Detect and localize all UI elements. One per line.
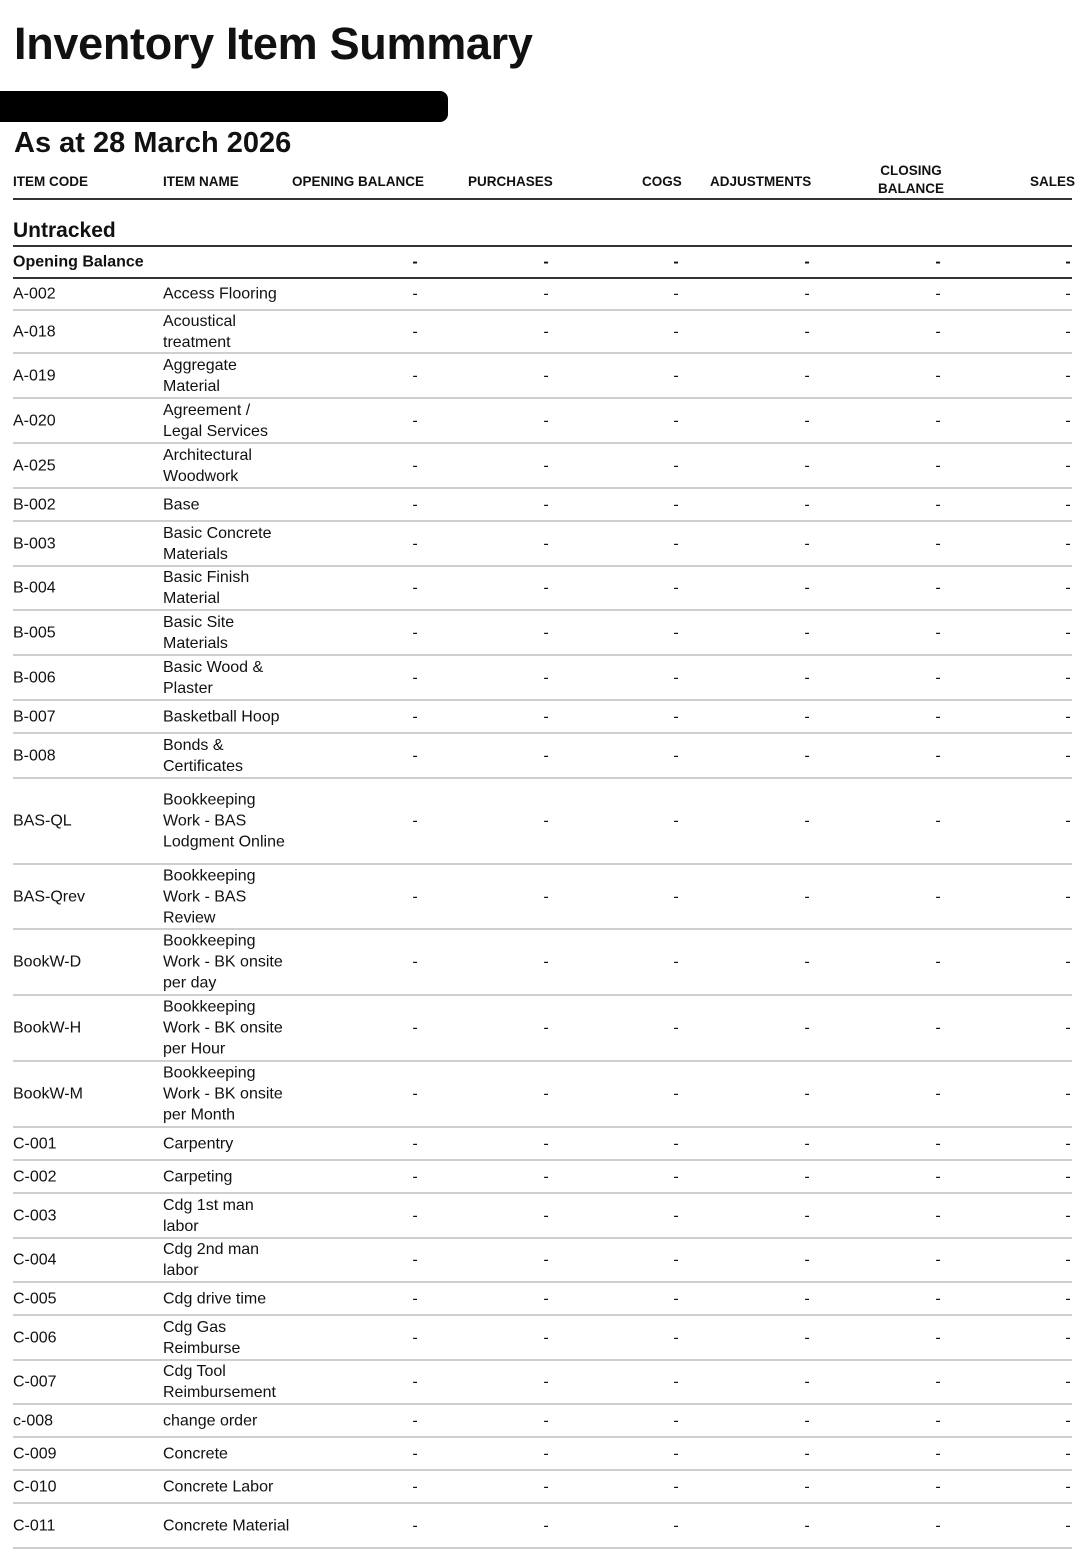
item-code: B-005: [13, 624, 56, 641]
table-row: [13, 656, 1072, 701]
table-row: [13, 1316, 1072, 1361]
section-title: Untracked: [13, 219, 116, 242]
adjustments-value: -: [804, 624, 810, 641]
purchases-value: -: [543, 323, 549, 340]
closing-balance-value: -: [935, 1412, 941, 1429]
adjustments-value: -: [804, 1168, 810, 1185]
purchases-value: -: [543, 812, 549, 830]
closing-balance-value: -: [935, 669, 941, 686]
item-code: B-006: [13, 669, 56, 686]
closing-balance-value: -: [935, 496, 941, 513]
sales-value: -: [1065, 1207, 1071, 1224]
col-cogs: COGS: [642, 174, 682, 189]
table-row: [13, 1161, 1072, 1194]
adjustments-value: -: [804, 1445, 810, 1462]
item-code: C-002: [13, 1168, 57, 1185]
table-row: [13, 779, 1072, 865]
closing-balance-value: -: [935, 412, 941, 429]
opening-balance-value: -: [412, 253, 418, 271]
cogs-value: -: [673, 1251, 679, 1269]
sales-value: -: [1065, 1251, 1071, 1269]
purchases-value: -: [543, 535, 549, 552]
col-purchases: PURCHASES: [468, 174, 553, 189]
opening-balance-value: -: [412, 1412, 418, 1429]
sales-value: -: [1065, 1445, 1071, 1462]
purchases-value: -: [543, 1445, 549, 1462]
table-row: [13, 279, 1072, 311]
cogs-value: -: [673, 1168, 679, 1185]
item-name: Acoustical treatment: [163, 312, 236, 351]
item-name: Basketball Hoop: [163, 708, 280, 725]
table-row: [13, 930, 1072, 996]
cogs-value: -: [673, 708, 679, 725]
closing-balance-value: -: [935, 579, 941, 597]
closing-balance-value: -: [935, 1251, 941, 1269]
opening-balance-value: -: [412, 1478, 418, 1495]
sales-value: -: [1065, 624, 1071, 641]
item-name: Concrete: [163, 1445, 228, 1462]
table-row: [13, 1504, 1072, 1549]
item-code: A-018: [13, 323, 56, 340]
item-name: Aggregate Material: [163, 356, 237, 395]
col-item-name: ITEM NAME: [163, 174, 239, 189]
table-row: [13, 1471, 1072, 1504]
cogs-value: -: [673, 888, 679, 905]
opening-balance-value: -: [412, 1251, 418, 1269]
opening-balance-value: -: [412, 457, 418, 474]
closing-balance-value: -: [935, 812, 941, 830]
cogs-value: -: [673, 1019, 679, 1037]
closing-balance-value: -: [935, 747, 941, 764]
table-row: [13, 1239, 1072, 1283]
table-header: [13, 161, 1076, 200]
item-code: A-019: [13, 367, 56, 384]
adjustments-value: -: [804, 888, 810, 905]
adjustments-value: -: [804, 708, 810, 725]
sales-value: -: [1065, 535, 1071, 552]
adjustments-value: -: [804, 669, 810, 686]
col-sales: SALES: [1030, 174, 1076, 189]
purchases-value: -: [543, 1373, 549, 1391]
opening-balance-value: -: [412, 1373, 418, 1391]
cogs-value: -: [673, 1329, 679, 1346]
purchases-value: -: [543, 496, 549, 513]
adjustments-value: -: [804, 496, 810, 513]
cogs-value: -: [673, 1290, 679, 1307]
sales-value: -: [1065, 747, 1071, 764]
purchases-value: -: [543, 708, 549, 725]
table-row: [13, 1062, 1072, 1128]
item-rows: [13, 279, 1072, 1549]
adjustments-value: -: [804, 535, 810, 552]
opening-balance-value: -: [412, 1135, 418, 1152]
opening-purchases-value: -: [543, 253, 549, 271]
item-code: B-003: [13, 535, 56, 552]
opening-balance-value: -: [412, 367, 418, 384]
table-row: [13, 1194, 1072, 1239]
purchases-value: -: [543, 579, 549, 597]
adjustments-value: -: [804, 457, 810, 474]
purchases-value: -: [543, 1085, 549, 1103]
cogs-value: -: [673, 367, 679, 384]
cogs-value: -: [673, 412, 679, 429]
item-code: BookW-D: [13, 953, 82, 971]
closing-balance-value: -: [935, 535, 941, 552]
adjustments-value: -: [804, 1019, 810, 1037]
adjustments-value: -: [804, 812, 810, 830]
cogs-value: -: [673, 1207, 679, 1224]
item-code: B-004: [13, 579, 56, 597]
sales-value: -: [1065, 1019, 1071, 1037]
item-name: Basic Finish Material: [163, 569, 250, 607]
item-code: B-007: [13, 708, 56, 725]
purchases-value: -: [543, 1019, 549, 1037]
item-code: C-011: [13, 1517, 56, 1534]
purchases-value: -: [543, 457, 549, 474]
item-code: BookW-H: [13, 1019, 82, 1037]
closing-balance-value: -: [935, 1085, 941, 1103]
adjustments-value: -: [804, 285, 810, 303]
cogs-value: -: [673, 624, 679, 641]
table-row: [13, 354, 1072, 399]
cogs-value: -: [673, 285, 679, 303]
redacted-entity-name: [0, 91, 448, 122]
adjustments-value: -: [804, 1373, 810, 1391]
col-item-code: ITEM CODE: [13, 174, 89, 189]
table-row: [13, 444, 1072, 489]
adjustments-value: -: [804, 1412, 810, 1429]
closing-balance-value: -: [935, 888, 941, 905]
opening-balance-value: -: [412, 496, 418, 513]
item-name: Cdg Gas Reimburse: [163, 1318, 241, 1357]
sales-value: -: [1065, 496, 1071, 513]
item-name: Agreement / Legal Services: [163, 401, 268, 440]
opening-cogs-value: -: [673, 253, 679, 271]
sales-value: -: [1065, 1329, 1071, 1346]
opening-balance-value: -: [412, 1019, 418, 1037]
item-code: C-003: [13, 1207, 57, 1224]
cogs-value: -: [673, 1445, 679, 1462]
opening-balance-row: [13, 247, 1072, 279]
item-name: Cdg 1st man labor: [163, 1196, 254, 1235]
sales-value: -: [1065, 1412, 1071, 1429]
cogs-value: -: [673, 953, 679, 971]
section-header: [13, 200, 1072, 247]
item-name: Bonds & Certificates: [163, 736, 244, 775]
opening-balance-value: -: [412, 1168, 418, 1185]
opening-balance-value: -: [412, 747, 418, 764]
closing-balance-value: -: [935, 1517, 941, 1534]
purchases-value: -: [543, 367, 549, 384]
item-name: Cdg 2nd man labor: [163, 1241, 260, 1279]
purchases-value: -: [543, 285, 549, 303]
opening-balance-value: -: [412, 1207, 418, 1224]
opening-balance-label: Opening Balance: [13, 253, 144, 271]
item-name: Basic Site Materials: [163, 613, 235, 652]
table-row: [13, 311, 1072, 354]
cogs-value: -: [673, 457, 679, 474]
table-row: [13, 865, 1072, 930]
sales-value: -: [1065, 412, 1071, 429]
opening-balance-value: -: [412, 1085, 418, 1103]
item-name: Concrete Material: [163, 1517, 290, 1534]
table-row: [13, 1128, 1072, 1161]
item-name: change order: [163, 1412, 258, 1429]
item-code: C-010: [13, 1478, 57, 1495]
item-code: A-002: [13, 285, 56, 303]
adjustments-value: -: [804, 1135, 810, 1152]
opening-balance-value: -: [412, 888, 418, 905]
table-row: [13, 996, 1072, 1062]
report-date: As at 28 March 2026: [14, 127, 292, 159]
closing-balance-value: -: [935, 1329, 941, 1346]
purchases-value: -: [543, 1517, 549, 1534]
adjustments-value: -: [804, 1517, 810, 1534]
purchases-value: -: [543, 1251, 549, 1269]
adjustments-value: -: [804, 412, 810, 429]
cogs-value: -: [673, 1412, 679, 1429]
table-row: [13, 701, 1072, 734]
sales-value: -: [1065, 708, 1071, 725]
item-code: BAS-Qrev: [13, 888, 86, 905]
report-title: Inventory Item Summary: [14, 18, 533, 69]
opening-balance-value: -: [412, 412, 418, 429]
purchases-value: -: [543, 953, 549, 971]
inventory-table: [13, 161, 1076, 1549]
purchases-value: -: [543, 1290, 549, 1307]
purchases-value: -: [543, 1329, 549, 1346]
cogs-value: -: [673, 1373, 679, 1391]
opening-adjustments-value: -: [804, 253, 810, 271]
opening-balance-value: -: [412, 708, 418, 725]
opening-balance-value: -: [412, 669, 418, 686]
table-row: [13, 1283, 1072, 1316]
table-row: [13, 522, 1072, 567]
adjustments-value: -: [804, 953, 810, 971]
adjustments-value: -: [804, 1251, 810, 1269]
table-row: [13, 1361, 1072, 1405]
opening-balance-value: -: [412, 1329, 418, 1346]
closing-balance-value: -: [935, 1168, 941, 1185]
item-name: Carpentry: [163, 1135, 234, 1152]
closing-balance-value: -: [935, 953, 941, 971]
opening-balance-value: -: [412, 535, 418, 552]
cogs-value: -: [673, 1085, 679, 1103]
table-row: [13, 1438, 1072, 1471]
purchases-value: -: [543, 669, 549, 686]
opening-balance-value: -: [412, 624, 418, 641]
item-code: C-005: [13, 1290, 57, 1307]
table-row: [13, 611, 1072, 656]
item-code: C-001: [13, 1135, 57, 1152]
item-code: C-004: [13, 1251, 57, 1269]
item-code: C-009: [13, 1445, 57, 1462]
closing-balance-value: -: [935, 1135, 941, 1152]
sales-value: -: [1065, 367, 1071, 384]
closing-balance-value: -: [935, 1478, 941, 1495]
item-name: Cdg Tool Reimbursement: [163, 1363, 276, 1401]
cogs-value: -: [673, 1135, 679, 1152]
col-closing-balance: CLOSING BALANCE: [878, 163, 944, 196]
sales-value: -: [1065, 812, 1071, 830]
closing-balance-value: -: [935, 624, 941, 641]
closing-balance-value: -: [935, 285, 941, 303]
adjustments-value: -: [804, 323, 810, 340]
cogs-value: -: [673, 747, 679, 764]
opening-balance-value: -: [412, 579, 418, 597]
item-code: A-025: [13, 457, 56, 474]
opening-balance-value: -: [412, 1445, 418, 1462]
sales-value: -: [1065, 1085, 1071, 1103]
closing-balance-value: -: [935, 367, 941, 384]
purchases-value: -: [543, 1412, 549, 1429]
item-name: Bookkeeping Work - BK onsite per Hour: [163, 998, 283, 1058]
item-name: Basic Concrete Materials: [163, 524, 272, 563]
item-code: C-006: [13, 1329, 57, 1346]
table-row: [13, 399, 1072, 444]
closing-balance-value: -: [935, 1207, 941, 1224]
opening-balance-value: -: [412, 285, 418, 303]
opening-balance-value: -: [412, 812, 418, 830]
opening-balance-value: -: [412, 323, 418, 340]
item-code: C-007: [13, 1373, 57, 1391]
table-row: [13, 734, 1072, 779]
adjustments-value: -: [804, 1207, 810, 1224]
cogs-value: -: [673, 535, 679, 552]
item-name: Bookkeeping Work - BK onsite per Month: [163, 1064, 283, 1124]
sales-value: -: [1065, 579, 1071, 597]
item-code: BAS-QL: [13, 812, 72, 830]
sales-value: -: [1065, 1168, 1071, 1185]
purchases-value: -: [543, 1207, 549, 1224]
table-row: [13, 1405, 1072, 1438]
closing-balance-value: -: [935, 1290, 941, 1307]
item-name: Bookkeeping Work - BK onsite per day: [163, 932, 283, 992]
closing-balance-value: -: [935, 323, 941, 340]
item-name: Access Flooring: [163, 285, 277, 303]
item-name: Architectural Woodwork: [163, 446, 252, 485]
item-code: B-008: [13, 747, 56, 764]
adjustments-value: -: [804, 367, 810, 384]
item-name: Carpeting: [163, 1168, 233, 1185]
closing-balance-value: -: [935, 457, 941, 474]
col-opening-balance: OPENING BALANCE: [292, 174, 425, 189]
cogs-value: -: [673, 496, 679, 513]
purchases-value: -: [543, 412, 549, 429]
item-name: Base: [163, 496, 200, 513]
purchases-value: -: [543, 888, 549, 905]
adjustments-value: -: [804, 579, 810, 597]
table-row: [13, 489, 1072, 522]
item-code: A-020: [13, 412, 56, 429]
cogs-value: -: [673, 1517, 679, 1534]
col-adjustments: ADJUSTMENTS: [710, 174, 812, 189]
opening-sales-value: -: [1065, 253, 1071, 271]
sales-value: -: [1065, 669, 1071, 686]
sales-value: -: [1065, 1373, 1071, 1391]
purchases-value: -: [543, 747, 549, 764]
closing-balance-value: -: [935, 708, 941, 725]
sales-value: -: [1065, 1135, 1071, 1152]
closing-balance-value: -: [935, 1445, 941, 1462]
adjustments-value: -: [804, 1085, 810, 1103]
cogs-value: -: [673, 579, 679, 597]
closing-balance-value: -: [935, 1019, 941, 1037]
sales-value: -: [1065, 1290, 1071, 1307]
adjustments-value: -: [804, 1290, 810, 1307]
item-code: BookW-M: [13, 1085, 83, 1103]
item-name: Concrete Labor: [163, 1478, 274, 1495]
item-code: c-008: [13, 1412, 54, 1429]
purchases-value: -: [543, 1478, 549, 1495]
table-row: [13, 567, 1072, 611]
sales-value: -: [1065, 285, 1071, 303]
adjustments-value: -: [804, 747, 810, 764]
closing-balance-value: -: [935, 1373, 941, 1391]
purchases-value: -: [543, 1168, 549, 1185]
sales-value: -: [1065, 1517, 1071, 1534]
item-code: B-002: [13, 496, 56, 513]
adjustments-value: -: [804, 1329, 810, 1346]
sales-value: -: [1065, 323, 1071, 340]
cogs-value: -: [673, 323, 679, 340]
opening-closing-value: -: [935, 253, 941, 271]
cogs-value: -: [673, 1478, 679, 1495]
sales-value: -: [1065, 888, 1071, 905]
purchases-value: -: [543, 624, 549, 641]
item-name: Bookkeeping Work - BAS Lodgment Online: [163, 791, 285, 851]
opening-balance-value: -: [412, 1290, 418, 1307]
sales-value: -: [1065, 457, 1071, 474]
item-name: Basic Wood & Plaster: [163, 658, 264, 697]
cogs-value: -: [673, 669, 679, 686]
opening-balance-value: -: [412, 953, 418, 971]
opening-balance-value: -: [412, 1517, 418, 1534]
purchases-value: -: [543, 1135, 549, 1152]
cogs-value: -: [673, 812, 679, 830]
item-name: Cdg drive time: [163, 1290, 267, 1307]
adjustments-value: -: [804, 1478, 810, 1495]
sales-value: -: [1065, 1478, 1071, 1495]
item-name: Bookkeeping Work - BAS Review: [163, 867, 256, 926]
sales-value: -: [1065, 953, 1071, 971]
